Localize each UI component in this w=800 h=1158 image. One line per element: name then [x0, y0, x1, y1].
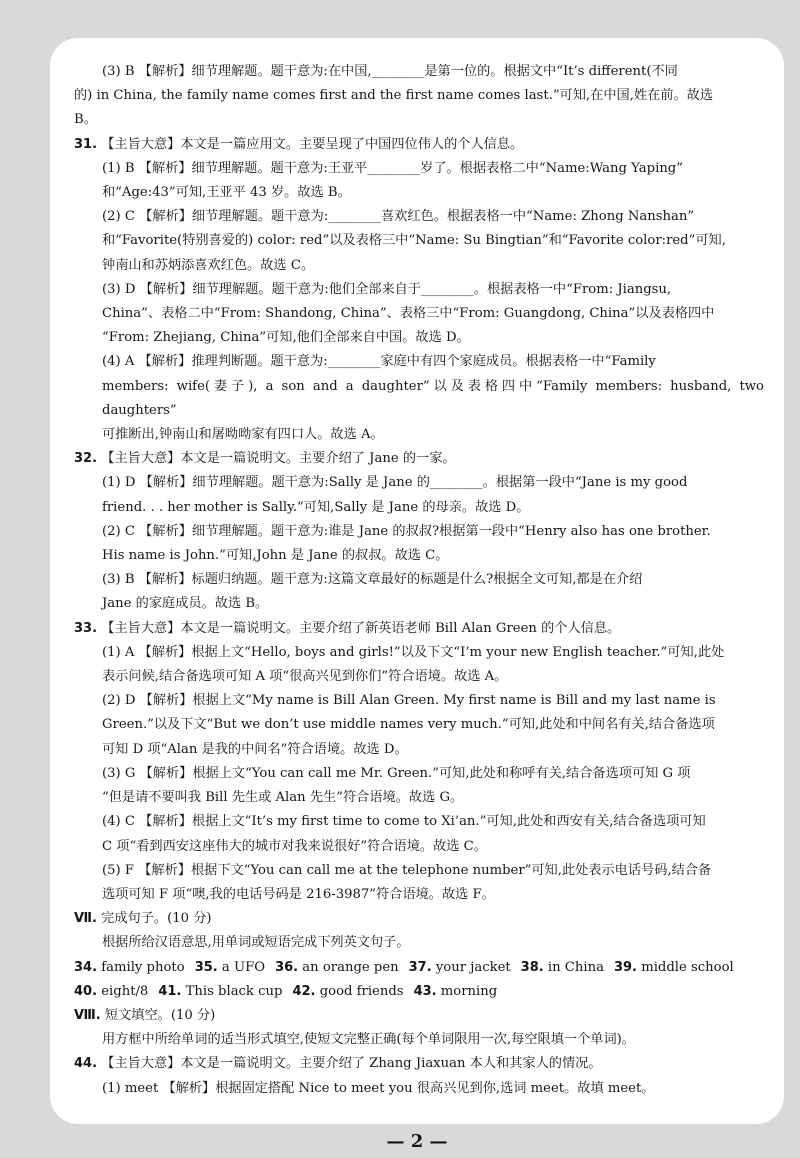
text-line: [74, 883, 764, 907]
text-line: [74, 375, 764, 423]
question-number: 32.: [74, 451, 98, 467]
answer-text: middle school: [641, 959, 734, 975]
question-number: 31.: [74, 136, 98, 152]
line-text: (3) G 【解析】根据上文“You can call me Mr. Green.”可知,此处和称呼有关,结合备选项可知 G 项: [102, 765, 691, 781]
answer-text: eight/8: [101, 983, 149, 999]
line-text: 短文填空。(10 分): [104, 1007, 216, 1023]
line-text: China”、表格二中“From: Shandong, China”、表格三中“From: Guangdong, China”以及表格四中: [102, 306, 715, 322]
question-number: Ⅷ.: [74, 1007, 101, 1023]
answer-text: good friends: [319, 983, 404, 999]
line-text: 【主旨大意】本文是一篇说明文。主要介绍了 Jane 的一家。: [101, 451, 456, 467]
line-text: His name is John.”可知,John 是 Jane 的叔叔。故选 C。: [102, 548, 449, 564]
line-text: 【主旨大意】本文是一篇应用文。主要呈现了中国四位伟人的个人信息。: [101, 136, 524, 152]
text-line: [74, 496, 764, 520]
text-line: [74, 665, 764, 689]
question-number: 33.: [74, 620, 98, 636]
answer-number: 39.: [613, 959, 637, 975]
text-line: [74, 447, 764, 471]
line-text: 【主旨大意】本文是一篇说明文。主要介绍了新英语老师 Bill Alan Green 的个人信息。: [101, 620, 621, 636]
text-line: [74, 1004, 764, 1028]
answer-text: morning: [440, 983, 498, 999]
text-line: [74, 835, 764, 859]
line-text: 的) in China, the family name comes first and the first name comes last.”可知,在中国,姓在前。故选: [74, 88, 714, 104]
text-line: [74, 423, 764, 447]
line-text: friend. . . her mother is Sally.”可知,Sally 是 Jane 的母亲。故选 D。: [102, 499, 530, 515]
text-line: [74, 641, 764, 665]
text-line: [74, 931, 764, 955]
text-line: [74, 592, 764, 616]
answer-number: 42.: [292, 983, 316, 999]
answer-text: This black cup: [185, 983, 283, 999]
text-line: [74, 84, 764, 108]
line-text: 用方框中所给单词的适当形式填空,使短文完整正确(每个单词限用一次,每空限填一个单词)。: [102, 1032, 635, 1048]
line-text: “From: Zhejiang, China”可知,他们全部来自中国。故选 D。: [102, 330, 470, 346]
line-text: 表示问候,结合备选项可知 A 项“很高兴见到你们”符合语境。故选 A。: [102, 669, 508, 685]
page-number: — 2 —: [386, 1131, 448, 1152]
answer-number: 43.: [413, 983, 437, 999]
line-text: 完成句子。(10 分): [101, 911, 212, 927]
text-line: [74, 302, 764, 326]
answer-text: in China: [547, 959, 604, 975]
line-text: (1) meet 【解析】根据固定搭配 Nice to meet you 很高兴见到你,选词 meet。故填 meet。: [102, 1080, 655, 1096]
text-line: [74, 326, 764, 350]
line-text: Jane 的家庭成员。故选 B。: [102, 596, 269, 612]
line-text: (5) F 【解析】根据下文“You can call me at the telephone number”可知,此处表示电话号码,结合备: [102, 862, 712, 878]
line-text: 选项可知 F 项“噢,我的电话号码是 216-3987”符合语境。故选 F。: [102, 886, 495, 902]
text-line: [74, 544, 764, 568]
answer-text: an orange pen: [302, 959, 399, 975]
text-line: [74, 157, 764, 181]
line-text: (1) A 【解析】根据上文“Hello, boys and girls!”以及下文“I’m your new English teacher.”可知,此处: [102, 644, 725, 660]
line-text: (3) B 【解析】标题归纳题。题干意为:这篇文章最好的标题是什么?根据全文可知,都是在介绍: [102, 572, 643, 588]
question-number: 44.: [74, 1056, 98, 1072]
text-line: [74, 60, 764, 84]
text-line: [74, 278, 764, 302]
line-text: (3) B 【解析】细节理解题。题干意为:在中国,________是第一位的。根据文中“It’s different(不同: [102, 64, 678, 79]
line-text: B。: [74, 112, 97, 128]
answer-number: 34.: [74, 959, 98, 975]
line-text: 和“Favorite(特别喜爱的) color: red”以及表格三中“Name: Su Bingtian”和“Favorite color:red”可知,: [102, 233, 726, 249]
answer-row: [74, 956, 764, 980]
line-text: (4) C 【解析】根据上文“It’s my first time to come to Xi’an.”可知,此处和西安有关,结合备选项可知: [102, 814, 706, 830]
answer-text: a UFO: [221, 959, 266, 975]
line-text: 根据所给汉语意思,用单词或短语完成下列英文句子。: [102, 935, 410, 951]
text-line: [74, 907, 764, 931]
text-line: [74, 1077, 764, 1101]
line-text: 可推断出,钟南山和屠呦呦家有四口人。故选 A。: [102, 427, 384, 443]
text-line: [74, 108, 764, 132]
text-line: [74, 1052, 764, 1076]
line-text: (1) B 【解析】细节理解题。题干意为:王亚平________岁了。根据表格二中“Name:Wang Yaping”: [102, 160, 683, 176]
answer-key-content: [74, 60, 764, 1101]
answer-text: your jacket: [435, 959, 511, 975]
text-line: [74, 859, 764, 883]
answer-number: 36.: [275, 959, 299, 975]
line-text: 和“Age:43”可知,王亚平 43 岁。故选 B。: [102, 185, 351, 201]
text-line: [74, 1028, 764, 1052]
line-text: members: wife(妻子), a son and a daughter”以及表格四中“Family members: husband, two daughters”: [102, 378, 764, 418]
line-text: (1) D 【解析】细节理解题。题干意为:Sally 是 Jane 的________。根据第一段中“Jane is my good: [102, 475, 688, 491]
answer-number: 37.: [408, 959, 432, 975]
line-text: 钟南山和苏炳添喜欢红色。故选 C。: [102, 257, 315, 273]
line-text: (3) D 【解析】细节理解题。题干意为:他们全部来自于________。根据表格一中“From: Jiangsu,: [102, 281, 672, 297]
text-line: [74, 786, 764, 810]
text-line: [74, 181, 764, 205]
text-line: [74, 689, 764, 713]
line-text: (2) C 【解析】细节理解题。题干意为:________喜欢红色。根据表格一中“Name: Zhong Nanshan”: [102, 209, 695, 225]
answer-number: 41.: [158, 983, 182, 999]
text-line: [74, 520, 764, 544]
answer-number: 35.: [194, 959, 218, 975]
text-line: [74, 713, 764, 737]
line-text: (2) C 【解析】细节理解题。题干意为:谁是 Jane 的叔叔?根据第一段中“Henry also has one brother.: [102, 523, 711, 539]
answer-number: 40.: [74, 983, 98, 999]
text-line: [74, 471, 764, 495]
text-line: [74, 762, 764, 786]
text-line: [74, 350, 764, 374]
text-line: [74, 738, 764, 762]
answer-number: 38.: [520, 959, 544, 975]
text-line: [74, 568, 764, 592]
line-text: (2) D 【解析】根据上文“My name is Bill Alan Green. My first name is Bill and my last name is: [102, 693, 716, 709]
line-text: Green.”以及下文“But we don’t use middle names very much.”可知,此处和中间名有关,结合备选项: [102, 717, 715, 733]
answer-text: family photo: [101, 959, 185, 975]
text-line: [74, 254, 764, 278]
answer-row: [74, 980, 764, 1004]
question-number: Ⅶ.: [74, 911, 97, 927]
document-page: [50, 38, 784, 1152]
line-text: 可知 D 项“Alan 是我的中间名”符合语境。故选 D。: [102, 741, 408, 757]
line-text: “但是请不要叫我 Bill 先生或 Alan 先生”符合语境。故选 G。: [102, 790, 464, 806]
line-text: C 项“看到西安这座伟大的城市对我来说很好”符合语境。故选 C。: [102, 838, 487, 854]
line-text: 【主旨大意】本文是一篇说明文。主要介绍了 Zhang Jiaxuan 本人和其家人的情况。: [101, 1056, 602, 1072]
text-line: [74, 229, 764, 253]
text-line: [74, 133, 764, 157]
text-line: [74, 617, 764, 641]
text-line: [74, 810, 764, 834]
text-line: [74, 205, 764, 229]
line-text: (4) A 【解析】推理判断题。题干意为:________家庭中有四个家庭成员。根据表格一中“Family: [102, 354, 656, 370]
